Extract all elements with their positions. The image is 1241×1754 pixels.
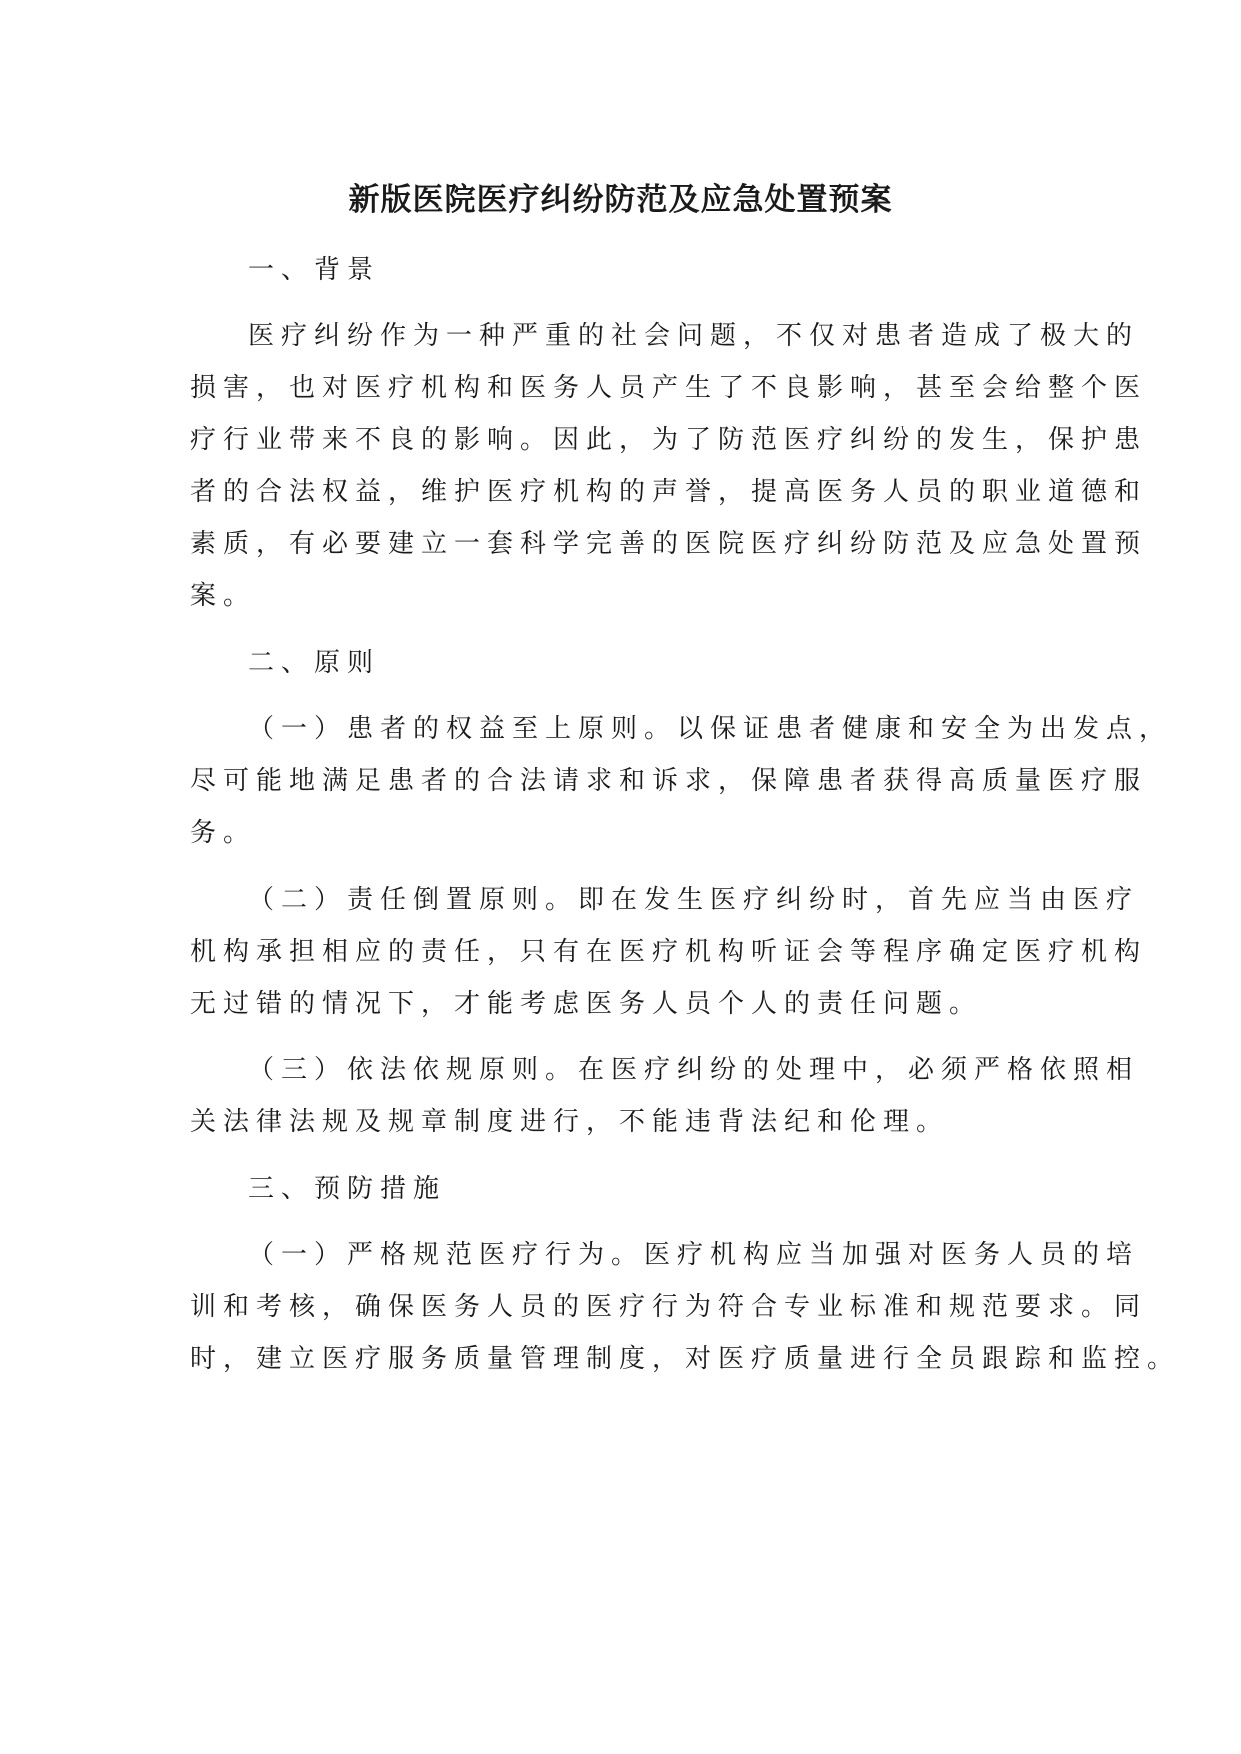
paragraph-line: 尽可能地满足患者的合法请求和诉求，保障患者获得高质量医疗服 <box>190 766 1148 796</box>
paragraph-line: 务。 <box>190 818 257 848</box>
paragraph-line: 素质，有必要建立一套科学完善的医院医疗纠纷防范及应急处置预 <box>190 529 1148 559</box>
document-title: 新版医院医疗纠纷防范及应急处置预案 <box>348 182 893 218</box>
paragraph-line: （一）严格规范医疗行为。医疗机构应当加强对医务人员的培 <box>248 1240 1140 1270</box>
section-heading-principles: 二、原则 <box>248 648 381 678</box>
paragraph-line: 医疗纠纷作为一种严重的社会问题，不仅对患者造成了极大的 <box>248 321 1140 351</box>
paragraph-line: 损害，也对医疗机构和医务人员产生了不良影响，甚至会给整个医 <box>190 373 1148 403</box>
paragraph-line: 时，建立医疗服务质量管理制度，对医疗质量进行全员跟踪和监控。 <box>190 1344 1181 1374</box>
paragraph-line: 训和考核，确保医务人员的医疗行为符合专业标准和规范要求。同 <box>190 1292 1148 1322</box>
section-heading-background: 一、背景 <box>248 255 381 285</box>
paragraph-line: （一）患者的权益至上原则。以保证患者健康和安全为出发点， <box>248 714 1173 744</box>
paragraph-line: 案。 <box>190 581 257 611</box>
paragraph-line: 关法律法规及规章制度进行，不能违背法纪和伦理。 <box>190 1107 950 1137</box>
paragraph-line: 疗行业带来不良的影响。因此，为了防范医疗纠纷的发生，保护患 <box>190 425 1148 455</box>
paragraph-line: （二）责任倒置原则。即在发生医疗纠纷时，首先应当由医疗 <box>248 885 1140 915</box>
paragraph-line: 无过错的情况下，才能考虑医务人员个人的责任问题。 <box>190 989 983 1019</box>
paragraph-line: 者的合法权益，维护医疗机构的声誉，提高医务人员的职业道德和 <box>190 477 1148 507</box>
paragraph-line: （三）依法依规原则。在医疗纠纷的处理中，必须严格依照相 <box>248 1055 1140 1085</box>
paragraph-line: 机构承担相应的责任，只有在医疗机构听证会等程序确定医疗机构 <box>190 937 1148 967</box>
section-heading-prevention: 三、预防措施 <box>248 1174 447 1204</box>
